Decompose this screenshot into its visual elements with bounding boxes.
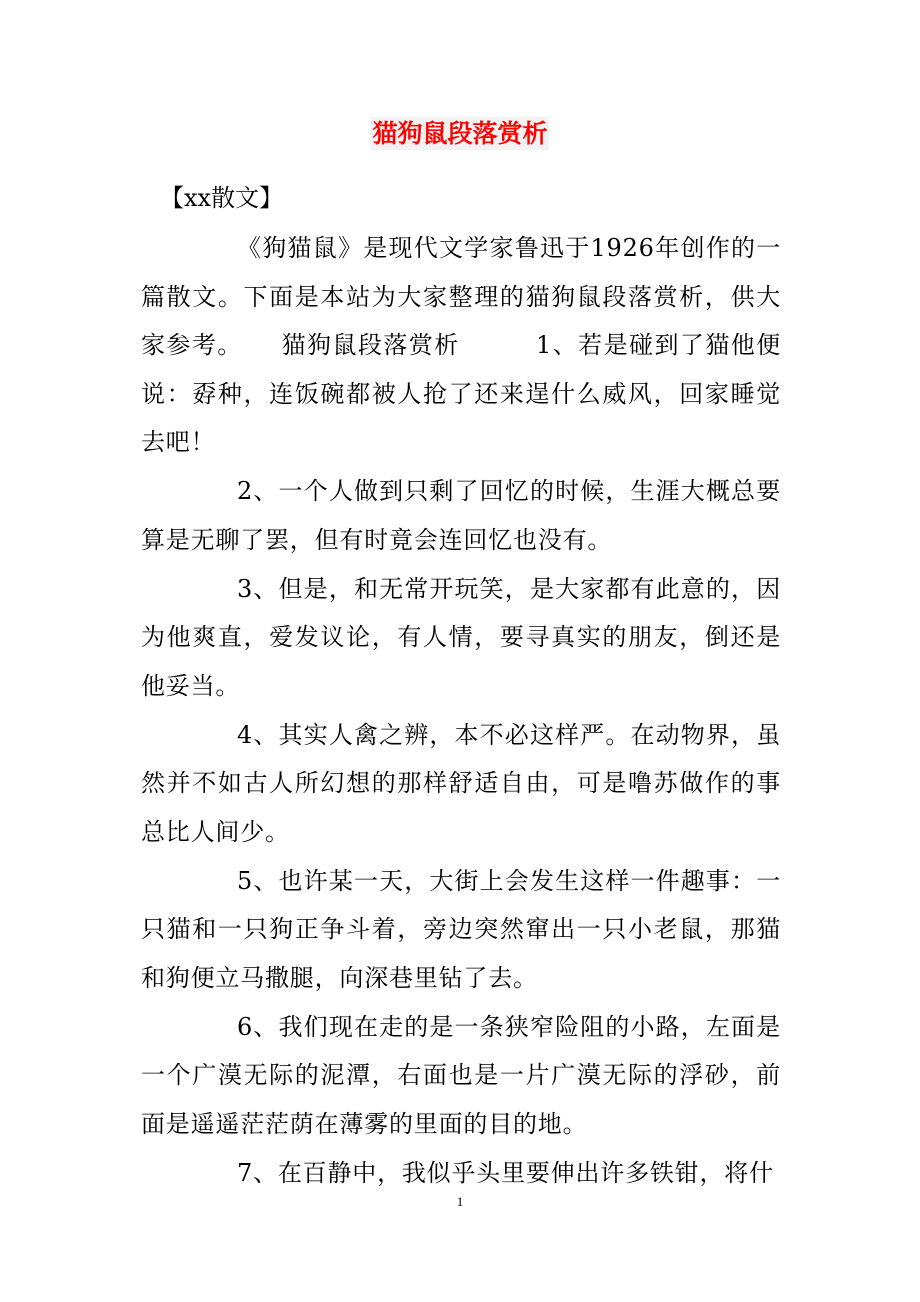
document-title bbox=[0, 112, 920, 156]
paragraph-7: 7、在百静中，我似乎头里要伸出许多铁钳，将什 bbox=[237, 1158, 774, 1187]
paragraph-2: 2、一个人做到只剩了回忆的时候，生涯大概总要算是无聊了罢，但有时竟会连回忆也没有。 bbox=[141, 477, 781, 554]
paragraph-5: 5、也许某一天，大街上会发生这样一件趣事：一只猫和一只狗正争斗着，旁边突然窜出一只小老鼠，那猫和狗便立马撒腿，向深巷里钻了去。 bbox=[141, 866, 781, 992]
paragraph-intro: 《狗猫鼠》是现代文学家鲁迅于1926年创作的一篇散文。下面是本站为大家整理的猫狗鼠段落赏析，供大家参考。 猫狗鼠段落赏析 1、若是碰到了猫他便说：孬种，连饭碗都被人抢了还来逞什么威风，回家睡觉去吧！ bbox=[141, 234, 781, 456]
document-body bbox=[141, 224, 781, 1198]
document-title-text: 猫狗鼠段落赏析 bbox=[372, 119, 548, 148]
category-label: 【xx散文】 bbox=[160, 184, 284, 212]
paragraph-6: 6、我们现在走的是一条狭窄险阻的小路，左面是一个广漠无际的泥潭，右面也是一片广漠无际的浮砂，前面是遥遥茫茫荫在薄雾的里面的目的地。 bbox=[141, 1012, 781, 1138]
page-number: 1 bbox=[456, 1194, 464, 1209]
paragraph-3: 3、但是，和无常开玩笑，是大家都有此意的，因为他爽直，爱发议论，有人情，要寻真实的朋友，倒还是他妥当。 bbox=[141, 574, 781, 700]
paragraph-4: 4、其实人禽之辨，本不必这样严。在动物界，虽然并不如古人所幻想的那样舒适自由，可是噜苏做作的事总比人间少。 bbox=[141, 720, 781, 846]
